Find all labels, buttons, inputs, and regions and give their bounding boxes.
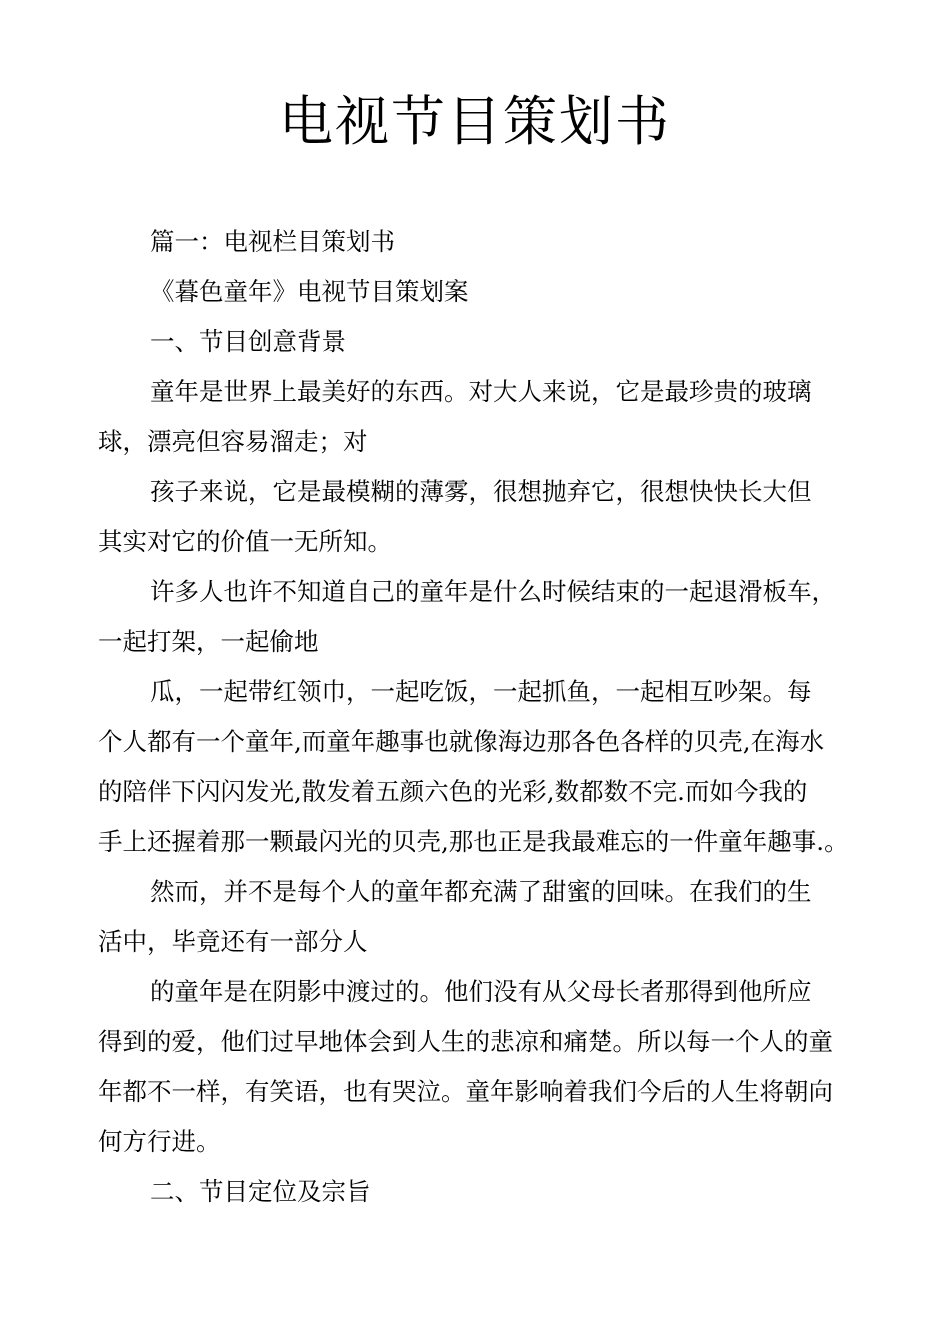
paragraph-line: 然而，并不是每个人的童年都充满了甜蜜的回味。在我们的生 — [150, 877, 812, 906]
paragraph-line: 童年是世界上最美好的东西。对大人来说，它是最珍贵的玻璃 — [150, 377, 812, 406]
paragraph-line: 篇一：电视栏目策划书 — [150, 227, 395, 256]
paragraph-line: 球，漂亮但容易溜走；对 — [98, 427, 368, 456]
paragraph-line: 瓜，一起带红领巾，一起吃饭，一起抓鱼，一起相互吵架。每 — [150, 677, 812, 706]
paragraph-line: 《暮色童年》电视节目策划案 — [150, 277, 469, 306]
paragraph-line: 手上还握着那一颗最闪光的贝壳,那也正是我最难忘的一件童年趣事.。 — [98, 827, 849, 856]
paragraph-line: 一起打架，一起偷地 — [98, 627, 319, 656]
paragraph-line: 年都不一样，有笑语，也有哭泣。童年影响着我们今后的人生将朝向 — [98, 1077, 833, 1106]
paragraph-line: 活中，毕竟还有一部分人 — [98, 927, 368, 956]
paragraph-line: 孩子来说，它是最模糊的薄雾，很想抛弃它，很想快快长大但 — [150, 477, 812, 506]
paragraph-line: 其实对它的价值一无所知。 — [98, 527, 392, 556]
paragraph-line: 个人都有一个童年,而童年趣事也就像海边那各色各样的贝壳,在海水 — [98, 727, 825, 756]
paragraph-line: 何方行进。 — [98, 1127, 221, 1156]
paragraph-line: 的陪伴下闪闪发光,散发着五颜六色的光彩,数都数不完.而如今我的 — [98, 777, 808, 806]
paragraph-line: 的童年是在阴影中渡过的。他们没有从父母长者那得到他所应 — [150, 977, 812, 1006]
paragraph-line: 得到的爱，他们过早地体会到人生的悲凉和痛楚。所以每一个人的童 — [98, 1027, 833, 1056]
section-heading: 二、节目定位及宗旨 — [150, 1177, 371, 1206]
document-title: 电视节目策划书 — [279, 90, 671, 153]
paragraph-line: 许多人也许不知道自己的童年是什么时候结束的一起退滑板车， — [150, 577, 836, 606]
section-heading: 一、节目创意背景 — [150, 327, 346, 356]
